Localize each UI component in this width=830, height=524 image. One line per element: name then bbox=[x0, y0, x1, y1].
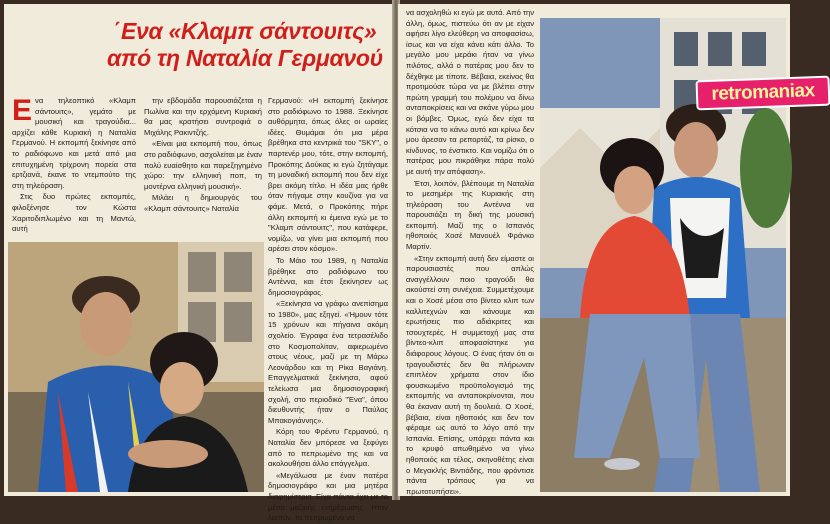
paragraph: «Στην εκπομπή αυτή δεν είμαστε οι παρουσιαστές που απλώς αναγγέλλουν ποιο τραγούδι θα ακούστεί στη συνέχεια. Συμμετέχουμε και ο Χοσέ μέσα στο βίντεο κλιπ των καλλιτεχνών και κάνουμε και ερωτήσεις πιο αδιάκριτες και τσουχτερές. Η συμμετοχή μας στα βίντεο-κλιπ αποφασίστηκε για διάφορους λόγους. Ο ένας ήταν ότι οι τραγουδιστές δεν θα πλήρωναν επιπλέον χρήματα στον ίδιο φουσκωμένο προϋπολογισμό της εκπομπής να ανταποκρίνονται, που θα έκαναν αυτή τη δουλειά. Ο Χοσέ, βέβαια, είναι ηθοποιός και δεν τον φέραμε ως αυτό το λόγο από την Ισπανία. Επίσης, υπάρχει πάντα και το κρυφό απωθημένο να γίνω ηθοποιός και τέλος, σκηνοθέτης είναι ο Μεγακλής Βιντιάδης, που φρόντισε πάντα τρόπους για να πρωτοτυπήσει». bbox=[406, 253, 534, 496]
left-page bbox=[4, 4, 394, 523]
headline bbox=[100, 18, 390, 72]
paragraph: Στις δυο πρώτες εκπομπές, φιλοξένησε τον Κώστα Χαριτοδιπλωμένο και τη Μαντώ, αυτή bbox=[12, 192, 136, 234]
drop-cap: Ε bbox=[12, 94, 33, 127]
paragraph: Έτσι, λοιπόν, βλέπουμε τη Ναταλία το μεσημέρι της Κυριακής στη τηλεόραση του Αντέννα να παρουσιάζει τη δική της μουσική εκπομπή. Μαζί της ο Ισπανός ηθοποιός Χοσέ Μανουέλ Φράνκο Μαρτίν. bbox=[406, 178, 534, 252]
paragraph: Γερμανού: «Η εκπομπή ξεκίνησε στο ραδιόφωνο το 1988. Ξεκίνησε αυθόρμητα, όπως όλες οι ωραίες ιδέες. Θυμάμαι ότι μια μέρα βρέθηκα στα κεντρικά του "SKY", ο παρτενέρ μου, τότε, στην εκπομπή, Προκόπης Δούκας κι εγώ ζητάγαμε τη μοναδική εκπομπή που δεν είχε βρει ακόμη τίτλο. Η ιδέα μας ήρθε όταν πήγαμε στην κουζίνα για να φάμε. Μετά, ο Προκόπης πήρε άλλη εκπομπή κι έμεινα εγώ με το "Κλαμπ σάντουιτς", που κατάφερε, νομίζω, να γίνει μια εκπομπή που αρέσει στον κόσμο». bbox=[268, 96, 388, 254]
right-column-1 bbox=[406, 8, 534, 496]
paragraph: «Ξεκίνησα να γράφω ανεπίσημα το 1980», μας εξηγεί. «Ήμουν τότε 15 χρόνων και πήγαινα ακόμη σχολείο. Έγραφα ένα τετρασέλιδο στο Κοσμοπολίταν, αφιερωμένο στους νέους, μαζί με τη Μάρω Λεονάρδου και τη Ρίκα Βαγιάνη. Επαγγελματικά ξεκίνησα, αφού τελείωσα μια δημοσιογραφική σχολή, στο περιοδικό "Ένα", όπου διευθυντής ήταν ο Παύλος Μπακογιάννης». bbox=[268, 299, 388, 425]
paragraph: «Μεγάλωσα με έναν πατέρα δημοσιογράφο και μια μητέρα διαφημίστρια. Είχα πάντα έχει με το μέσα μαζικής ενημέρωσης. Ήταν λοιπόν, το πεπρωμένο να bbox=[268, 470, 388, 523]
paragraph: να ασχοληθώ κι εγώ με αυτά. Από την άλλη, όμως, πιστεύω ότι αν με είχαν αφήσει λίγο ελεύθερη να αποφασίσω, ίσως και να είχα κάνει κάτι άλλο. Το μεγάλο μου μεράκι ήταν να γίνω πιλότος, αλλά ο πατέρας μου δεν το δέχθηκε με τίποτε. Βέβαια, εκείνος θα προτιμούσε τώρα να με βλέπει στην πρώτη γραμμή του πολέμου να δίνω ανταποκρίσεις και να σκάνε γύρω μου οι βόμβες. Όμως, εγώ δεν είχα τα κότσια να το κάνω αυτό και κρίνω δεν μου άρεσαν τα ρεπορτάζ, τα ρίσκο, ο κίνδυνος, το ένστικτο. Και νομίζω ότι ο πατέρας μου πικράθηκε πάρα πολύ με αυτή την απόφαση». bbox=[406, 8, 534, 176]
right-page bbox=[398, 4, 815, 496]
headline-line-1: ΄Ενα «Κλαμπ σάντουιτς» bbox=[113, 18, 377, 44]
paragraph: «Είναι μια εκπομπή που, όπως στο ραδιόφωνο, ασχολείται με έναν πολύ ευαίσθητο και παρεξηγημένο χώρο: την ελληνική ποπ, τη μοντέρνα ελληνική μουσική». bbox=[144, 139, 262, 191]
headline-line-2: από τη Ναταλία Γερμανού bbox=[107, 45, 383, 71]
left-column-1 bbox=[12, 96, 136, 238]
couple-photo-right bbox=[540, 18, 815, 492]
left-column-2 bbox=[144, 96, 262, 238]
logo-text: retromaniax bbox=[711, 80, 815, 105]
paragraph: να τηλεοπτικό «Κλαμπ σάντουιτς», γεμάτο με μουσική και τραγούδια... αρχίζει κάθε Κυριακή η Ναταλία Γερμανού. Η εκπομπή ξεκίνησε από το ραδιόφωνο και μετά από μια επιτυχημένη τρίχρονη πορεία στα ερτζιανά, έκανε το ντεμπούτο της στη τηλεόραση. bbox=[12, 96, 136, 190]
paragraph: Το Μάιο του 1989, η Ναταλία βρέθηκε στο ραδιόφωνο του Αντέννα, και έτσι ξεκίνησεν ως δημοσιογράφος. bbox=[268, 255, 388, 297]
couple-photo-left-illustration bbox=[8, 242, 264, 492]
retromaniax-logo bbox=[696, 76, 830, 111]
paragraph: Μιλάει η δημιουργός του «Κλαμπ σάντουιτς» Ναταλία bbox=[144, 193, 262, 213]
left-column-3 bbox=[268, 96, 388, 523]
couple-photo-left bbox=[8, 242, 264, 492]
paragraph: την εβδομάδα παρουσιάζεται η Πωλίνα και την ερχόμενη Κυριακή θα μας κρατήσει συντροφιά ο Μιχάλης Ρακιντζής. bbox=[144, 96, 262, 137]
paragraph: Κόρη του Φρέντυ Γερμανού, η Ναταλία δεν μπόρεσε να ξεφύγει από το πεπρωμένο της και να ακολουθήσει άλλο επάγγελμα. bbox=[268, 427, 388, 469]
